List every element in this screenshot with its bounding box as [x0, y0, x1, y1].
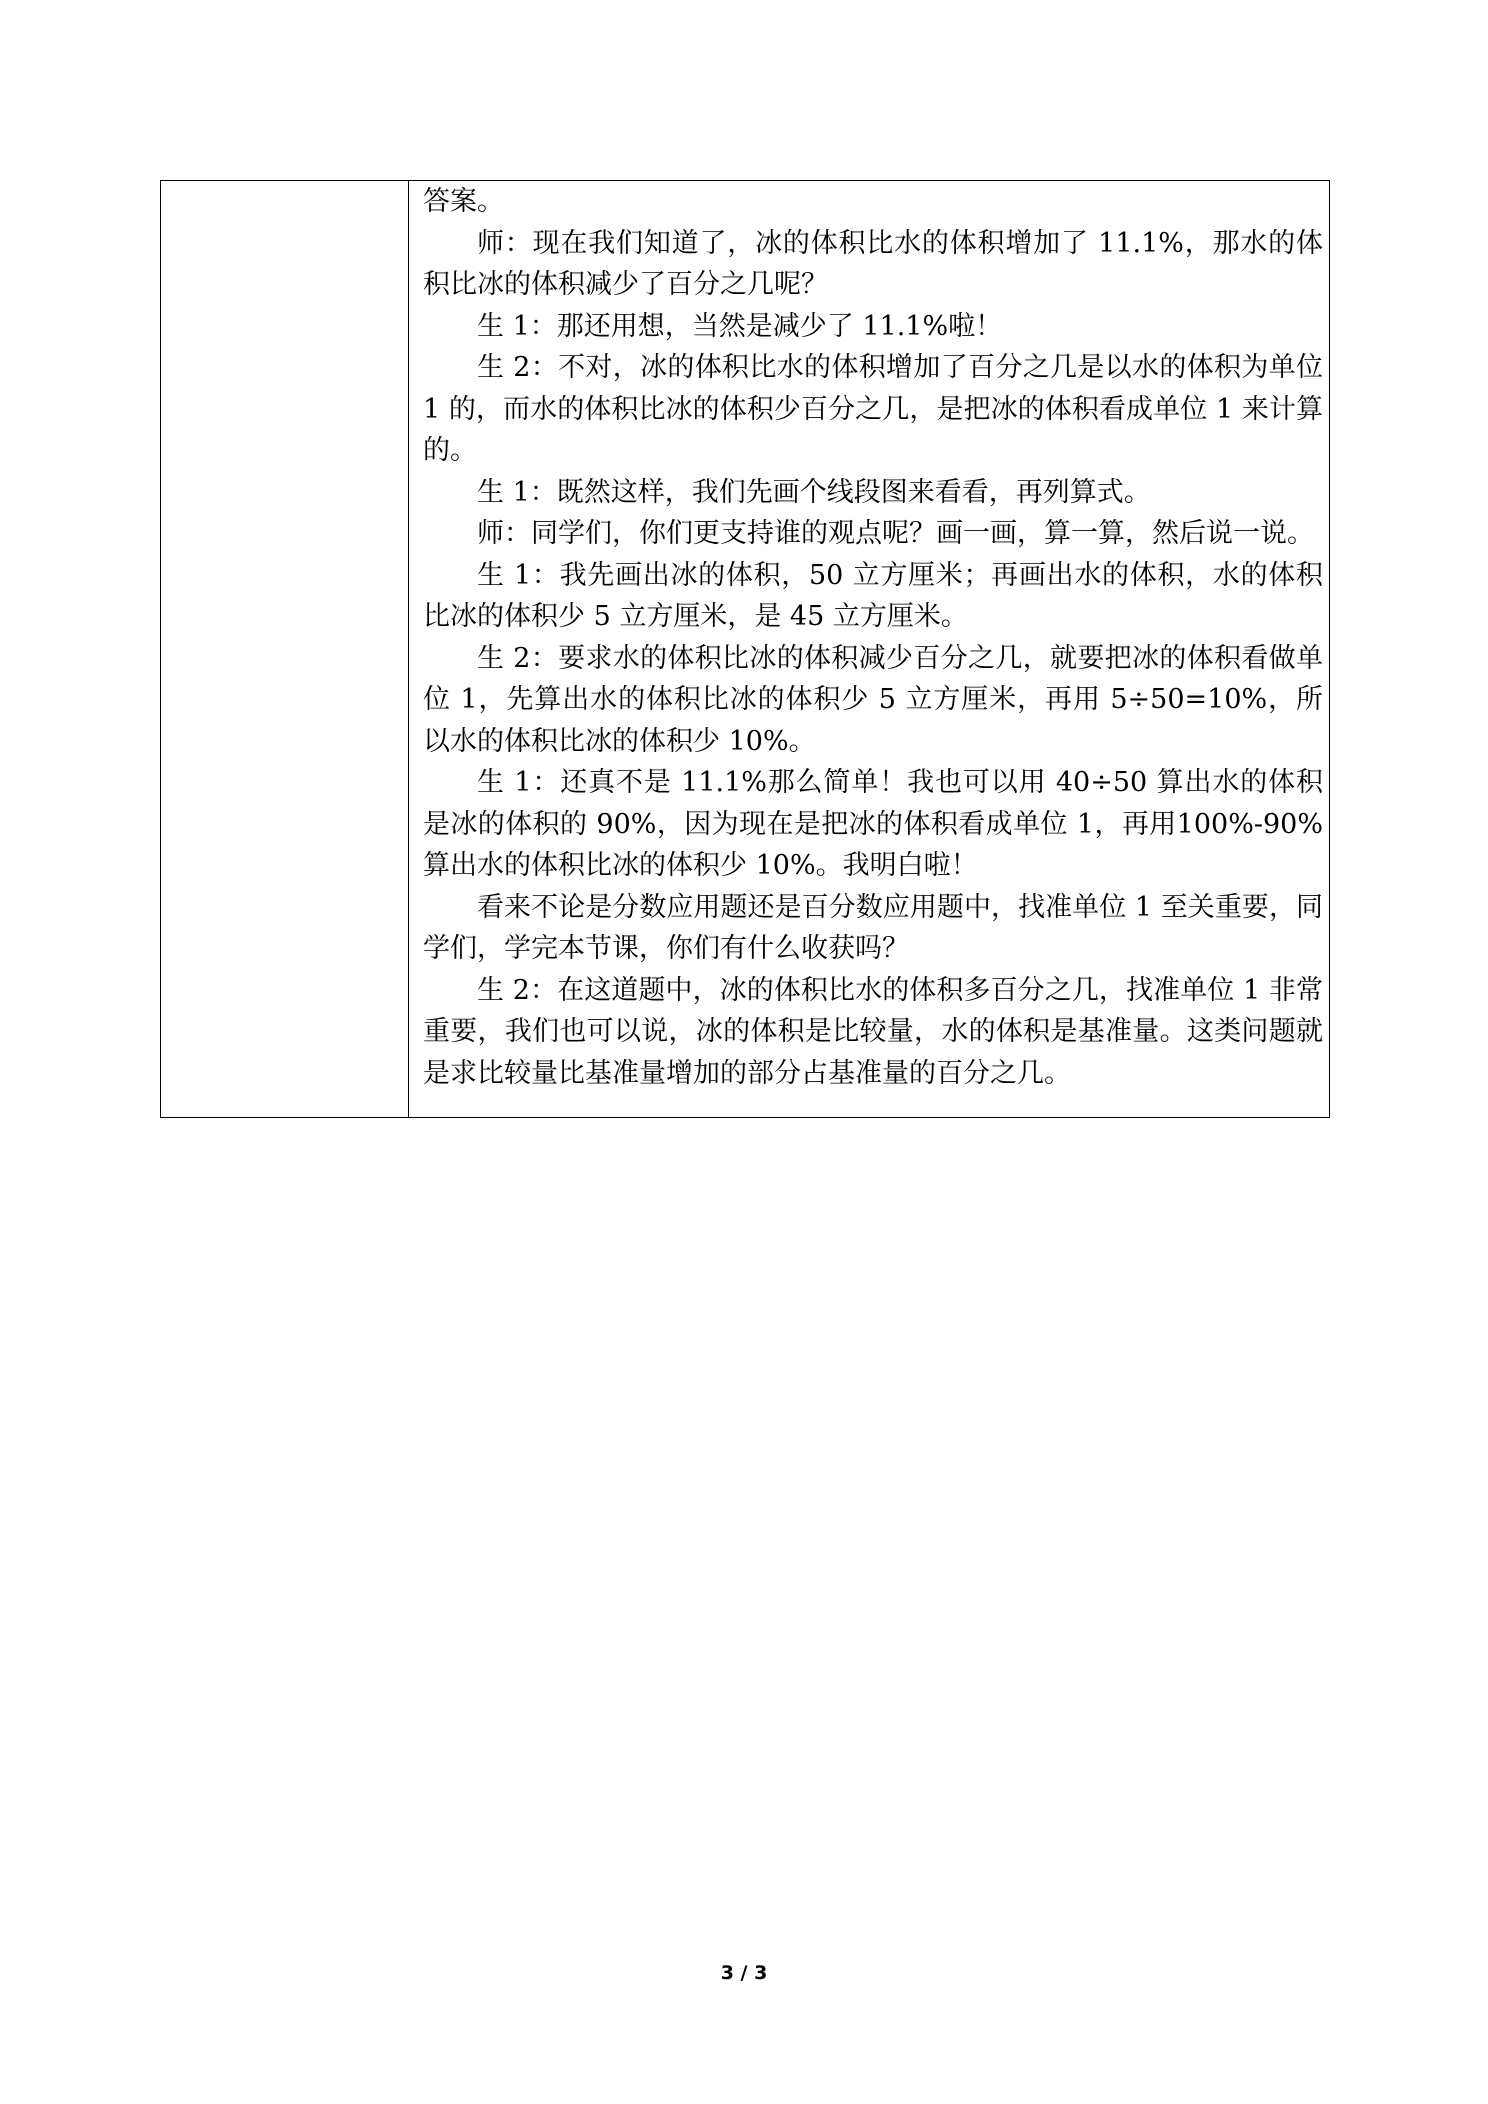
dialogue-paragraph: 答案。: [423, 186, 504, 217]
dialogue-paragraph: 生 2：要求水的体积比冰的体积减少百分之几，就要把冰的体积看做单位 1，先算出水的体积比冰的体积少 5 立方厘米，再用 5÷50=10%，所以水的体积比冰的体积少 10%。: [423, 642, 1323, 757]
dialogue-paragraph: 生 1：我先画出冰的体积，50 立方厘米；再画出水的体积，水的体积比冰的体积少 5 立方厘米，是 45 立方厘米。: [423, 559, 1323, 632]
dialogue-paragraph: 生 1：还真不是 11.1%那么简单！我也可以用 40÷50 算出水的体积是冰的体积的 90%，因为现在是把冰的体积看成单位 1，再用100%-90%算出水的体积比冰的体积少 10%。我明白啦！: [423, 767, 1323, 881]
dialogue-paragraph: 生 2：不对，冰的体积比水的体积增加了百分之几是以水的体积为单位 1 的，而水的体积比冰的体积少百分之几，是把冰的体积看成单位 1 来计算的。: [423, 352, 1323, 466]
dialogue-paragraph: 生 1：既然这样，我们先画个线段图来看看，再列算式。: [477, 476, 1151, 508]
lesson-table: [160, 180, 1330, 1118]
dialogue-paragraph: 师：同学们，你们更支持谁的观点呢？画一画，算一算，然后说一说。: [477, 518, 1314, 549]
left-column-cell: [161, 181, 409, 1117]
dialogue-paragraph: 看来不论是分数应用题还是百分数应用题中，找准单位 1 至关重要，同学们，学完本节课，你们有什么收获吗？: [423, 891, 1323, 964]
dialogue-paragraph: 生 1：那还用想，当然是减少了 11.1%啦！: [477, 310, 1003, 342]
page-number: 3 / 3: [720, 1962, 768, 1984]
dialogue-paragraph: 生 2：在这道题中，冰的体积比水的体积多百分之几，找准单位 1 非常重要，我们也可以说，冰的体积是比较量，水的体积是基准量。这类问题就是求比较量比基准量增加的部分占基准量的百分之几。: [423, 974, 1323, 1089]
dialogue-cell: [409, 181, 1329, 1117]
dialogue-paragraph: 师：现在我们知道了，冰的体积比水的体积增加了 11.1%，那水的体积比冰的体积减少了百分之几呢？: [423, 227, 1323, 300]
